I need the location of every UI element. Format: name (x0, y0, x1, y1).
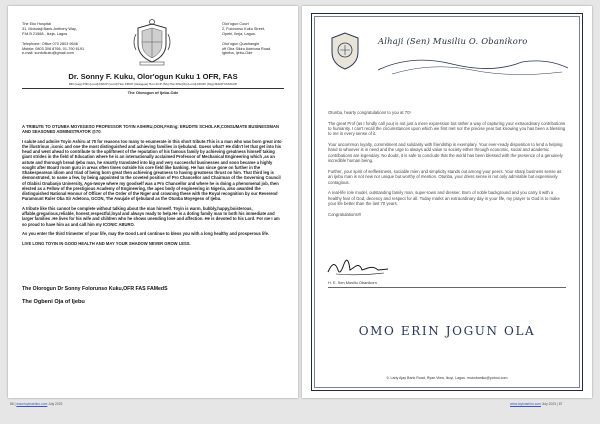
footer-motto: OMO ERIN JOGUN OLA (358, 324, 536, 338)
flourish-ornament-icon (372, 48, 572, 78)
signatory-name: H. E. Sen Musiliu Obanikoro (328, 280, 377, 285)
signatory-title: The Ogbeni Oja of Ijebu (22, 299, 85, 305)
letterhead-qualifications: MD (Lag) PhD (Lond) FRCP (Lond) Hon FRCP (Glasgow) Hon FCP (SA) Hon DSc(Ib) (Lond) DFMC (Nig) MACP FFMACP (68, 82, 238, 86)
paragraph: The great Prof (as I fondly call you) is not just a mere expression but rather a way of capturing your extraordinary contributions to humanity. I can't recall the circumstances upon which we first met nor the precise year but knowing you has been a blessing to me in every sense of it. (328, 120, 566, 137)
letter-body (22, 124, 284, 251)
paragraph: Otunba, hearty congratulations to you at 70! (328, 110, 411, 115)
paragraph: As you enter the third trimester of your life, may the Good Lord continue to bless you with a long healthy and prosperous life. (22, 231, 270, 237)
letterhead-address-left: The Eko Hospital 31, Mobolaji Bank-Anthony Way, P.M.B 21568., Ikeja, Lagos. Telephone: Office 070 2803 9646 Mobile: 0803 306 8766, 01-790 6191 e-mail: sonfolkuku@gmail.com (22, 22, 85, 56)
signature-icon (326, 256, 390, 278)
letterhead-script-name: Alhaji (Sen) Musiliu O. Obanikoro (378, 36, 528, 46)
page-footer-left: 86 | www.toyinashiru.com July 2023 (10, 402, 63, 406)
paragraph: A tribute like this cannot be complete without talking about the man himself. Toyin is warm, bubbly,happy,boisterous, affable,gregarious,reliable, honest,respectful,loyal and always ready to help.He is a doting family man to both his immediate and larger families .He lives for his wife and children who he shows unending love and affection. He is devoted to his Lord. For me I am so proud to have him as and call him my ICONIC ABURO. (22, 205, 280, 227)
tribute-letter-obanikoro (302, 6, 592, 398)
letter-body (328, 110, 566, 222)
letterhead-address-right: Olor'ogun Court 2, Folorunso Kuku Street, Opebi, Ikeja, Lagos. Olor'ogun Quadrangle off Oba Sikiru Adetona Road, Igbeba, Ijebu-Ode (222, 22, 272, 56)
paragraph: LIVE LONG TOYIN IN GOOD HEALTH AND MAY YOUR SHADOW NEVER GROW LESS. (22, 240, 191, 246)
paragraph: Congratulations!!! (328, 211, 362, 217)
footer-divider (328, 287, 566, 288)
tribute-heading: A TRIBUTE TO OTUNBA MOYEGESO PROFESSOR TOYIN ASHIRU,OON,FAEng: ERUDITE SCHOLAR,CONSUMATE BUSINESSMAN AND SEASONED ADMINISTRATOR @70. (22, 124, 279, 135)
paragraph: Your uncommon loyalty, commitment and solidarity with friendship is exemplary. Your ever-ready disposition to lend a helping hand to whoever is in need and the urge to always add value to society either through economic, social and academic contributions are legendary. No doubt, it is safe to conclude that the world has been blessed with the presence of a genuinely incredible human being. (328, 142, 563, 164)
letterhead-divider (22, 88, 284, 89)
paragraph: A real-life role model, outstanding family man, super-town and dresser. Born of noble background and you carry it with a healthy fear of God, decency and respect for all. Today marks an extraordinary day in your life, my prayer to God is to make your life better than the last 70 years. (328, 190, 560, 207)
tribute-letter-kuku (8, 6, 298, 398)
website-link[interactable]: www.toyinashiru.com (16, 402, 48, 406)
page-footer-right: www.toyinashiru.com July 2023 | 87 (510, 402, 563, 406)
coat-of-arms-icon (130, 18, 174, 66)
signatory-name: The Olorogun Dr Sonny Folorunso Kuku,OFR FAS FAMedS (22, 286, 168, 292)
website-link[interactable]: www.toyinashiru.com (510, 402, 541, 406)
letterhead-name: Dr. Sonny F. Kuku, Olor'ogun Kuku 1 OFR, FAS (68, 72, 238, 81)
footer-address: 9, Lady Ajay Bank Road, Ryan View, Ikoyi, Lagos. musobaniko@yahoo.com (386, 376, 508, 380)
paragraph: I salute and admire Toyin Ashiru at 70 for reasons too many to enumerate in this short tribute.This is a man who was born great into the illustrious ,iconic and one the most distinguished and achieving families in Ijebuland. Guess what? He didn't let that get into his head and went ahead to contribute to the upliftment of the reputation of his famous family by achieving greatness himself taking giant strides in the field of Education where he is an internationally acclaimed Professor of Mechanical Engineering which ,as an astute and thorough bread Ijebu man, he smartly translated into big and very successful businesses and soon became a highly sought after Board room guru in areas often times outside his core field like banking. He has since gone on further in the Shakespearean idiom and triad of being born great then achieving greatness to having greatness thrust on him. That third leg is demonstrated, to name a few, by being appointed to the coveted position of Pro Chancellor and Chairman of the Governing Council of Olabisi Onabanjo University, Ago-Iwoye where my goodself was a Pro Chancellor and where he is doing a phenomenal job, then elected as a Fellow of the prestigious Academy of Engineering, the apex body of engineering in Nigeria, also awarded the distinguished National Honour of Officer of the Order of the Niger and crowning these with the Royal recognition by our Reverend Paramount Ruler Oba Sir Adetona, GCON, The Awujale of Ijebuland as the Otunba Moyegeso of Ijebu. (22, 138, 282, 202)
paragraph: Further, your spirit of selflessness, sociable mien and simplicity stands out among your peers. Your sharp business sense as an Ijebu man is not new nor unique but worthy of mention. Otunba, your dress sense is not only admirable but expensively contagious. (328, 168, 562, 185)
letterhead-title: The Olorogun of Ijebu-Ode (127, 90, 179, 95)
crest-icon (326, 30, 364, 72)
